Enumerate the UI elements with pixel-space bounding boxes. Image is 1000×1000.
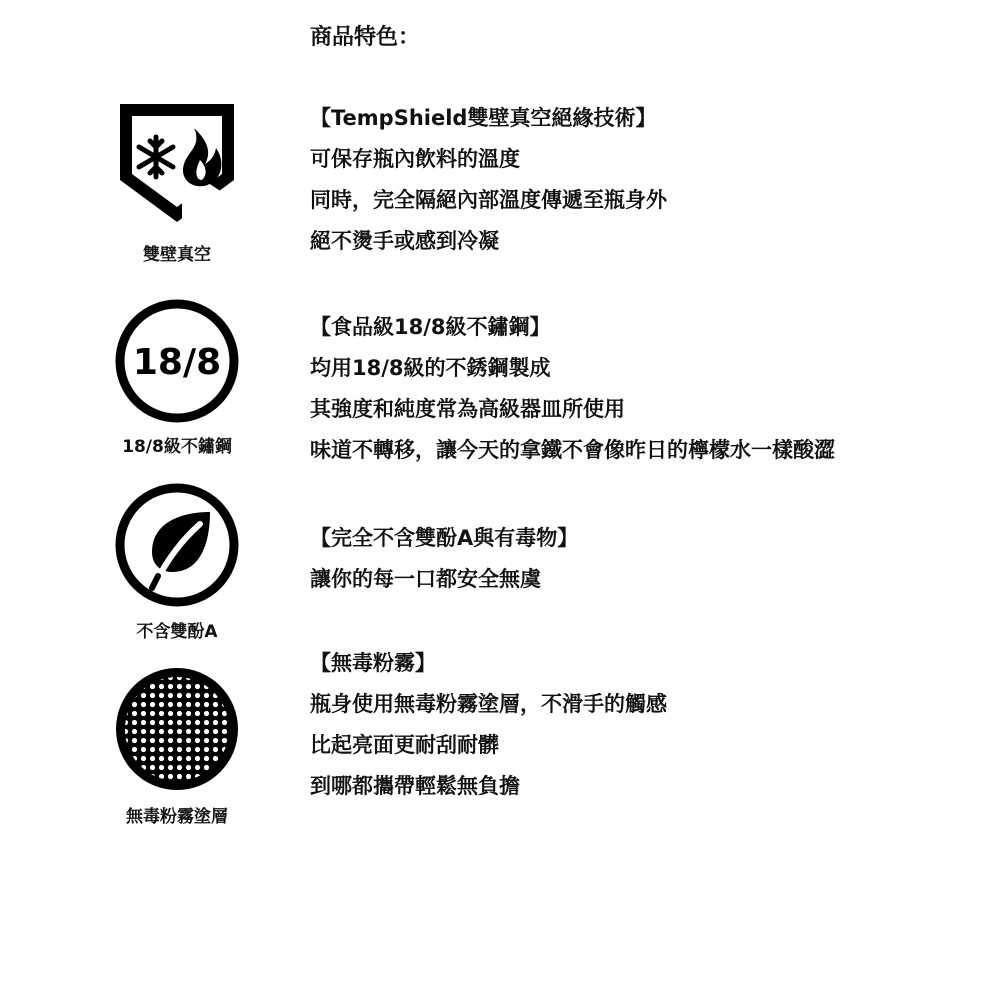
dotted-powder-coat-icon — [112, 664, 242, 794]
feature-line: 可保存瓶內飲料的溫度 — [310, 147, 520, 171]
feature-line: 比起亮面更耐刮耐髒 — [310, 733, 499, 757]
feature-line: 到哪都攜帶輕鬆無負擔 — [310, 774, 520, 798]
feature-line: 同時，完全隔絕內部溫度傳遞至瓶身外 — [310, 188, 667, 212]
feature-line: 瓶身使用無毒粉霧塗層，不滑手的觸感 — [310, 692, 667, 716]
feature-heading: 【TempShield雙壁真空絕緣技術】 — [310, 106, 657, 130]
feature-block-coating — [310, 643, 667, 807]
icon-label-coating: 無毒粉霧塗層 — [126, 807, 228, 827]
icon-text-18-8: 18/8 — [132, 342, 222, 383]
feature-line: 其強度和純度常為高級器皿所使用 — [310, 397, 625, 421]
page-title: 商品特色： — [310, 25, 421, 50]
steel-18-8-icon — [112, 296, 242, 426]
feature-heading: 【完全不含雙酚A與有毒物】 — [310, 526, 579, 550]
feature-line: 味道不轉移，讓今天的拿鐵不會像昨日的檸檬水一樣酸澀 — [310, 438, 835, 462]
icon-label-bpa: 不含雙酚A — [136, 622, 218, 642]
feature-block-bpa — [310, 518, 578, 600]
feature-heading: 【無毒粉霧】 — [310, 651, 436, 675]
feature-line: 均用18/8級的不銹鋼製成 — [310, 356, 551, 380]
feature-heading: 【食品級18/8級不鏽鋼】 — [310, 315, 551, 339]
feature-line: 讓你的每一口都安全無虞 — [310, 567, 541, 591]
shield-snowflake-flame-icon — [112, 100, 242, 230]
icon-label-vacuum: 雙壁真空 — [143, 245, 211, 265]
feature-block-steel — [310, 307, 835, 471]
feature-block-vacuum — [310, 98, 667, 262]
icon-label-steel: 18/8級不鏽鋼 — [122, 437, 232, 457]
leaf-icon — [112, 480, 242, 610]
feature-line: 絕不燙手或感到冷凝 — [310, 229, 499, 253]
